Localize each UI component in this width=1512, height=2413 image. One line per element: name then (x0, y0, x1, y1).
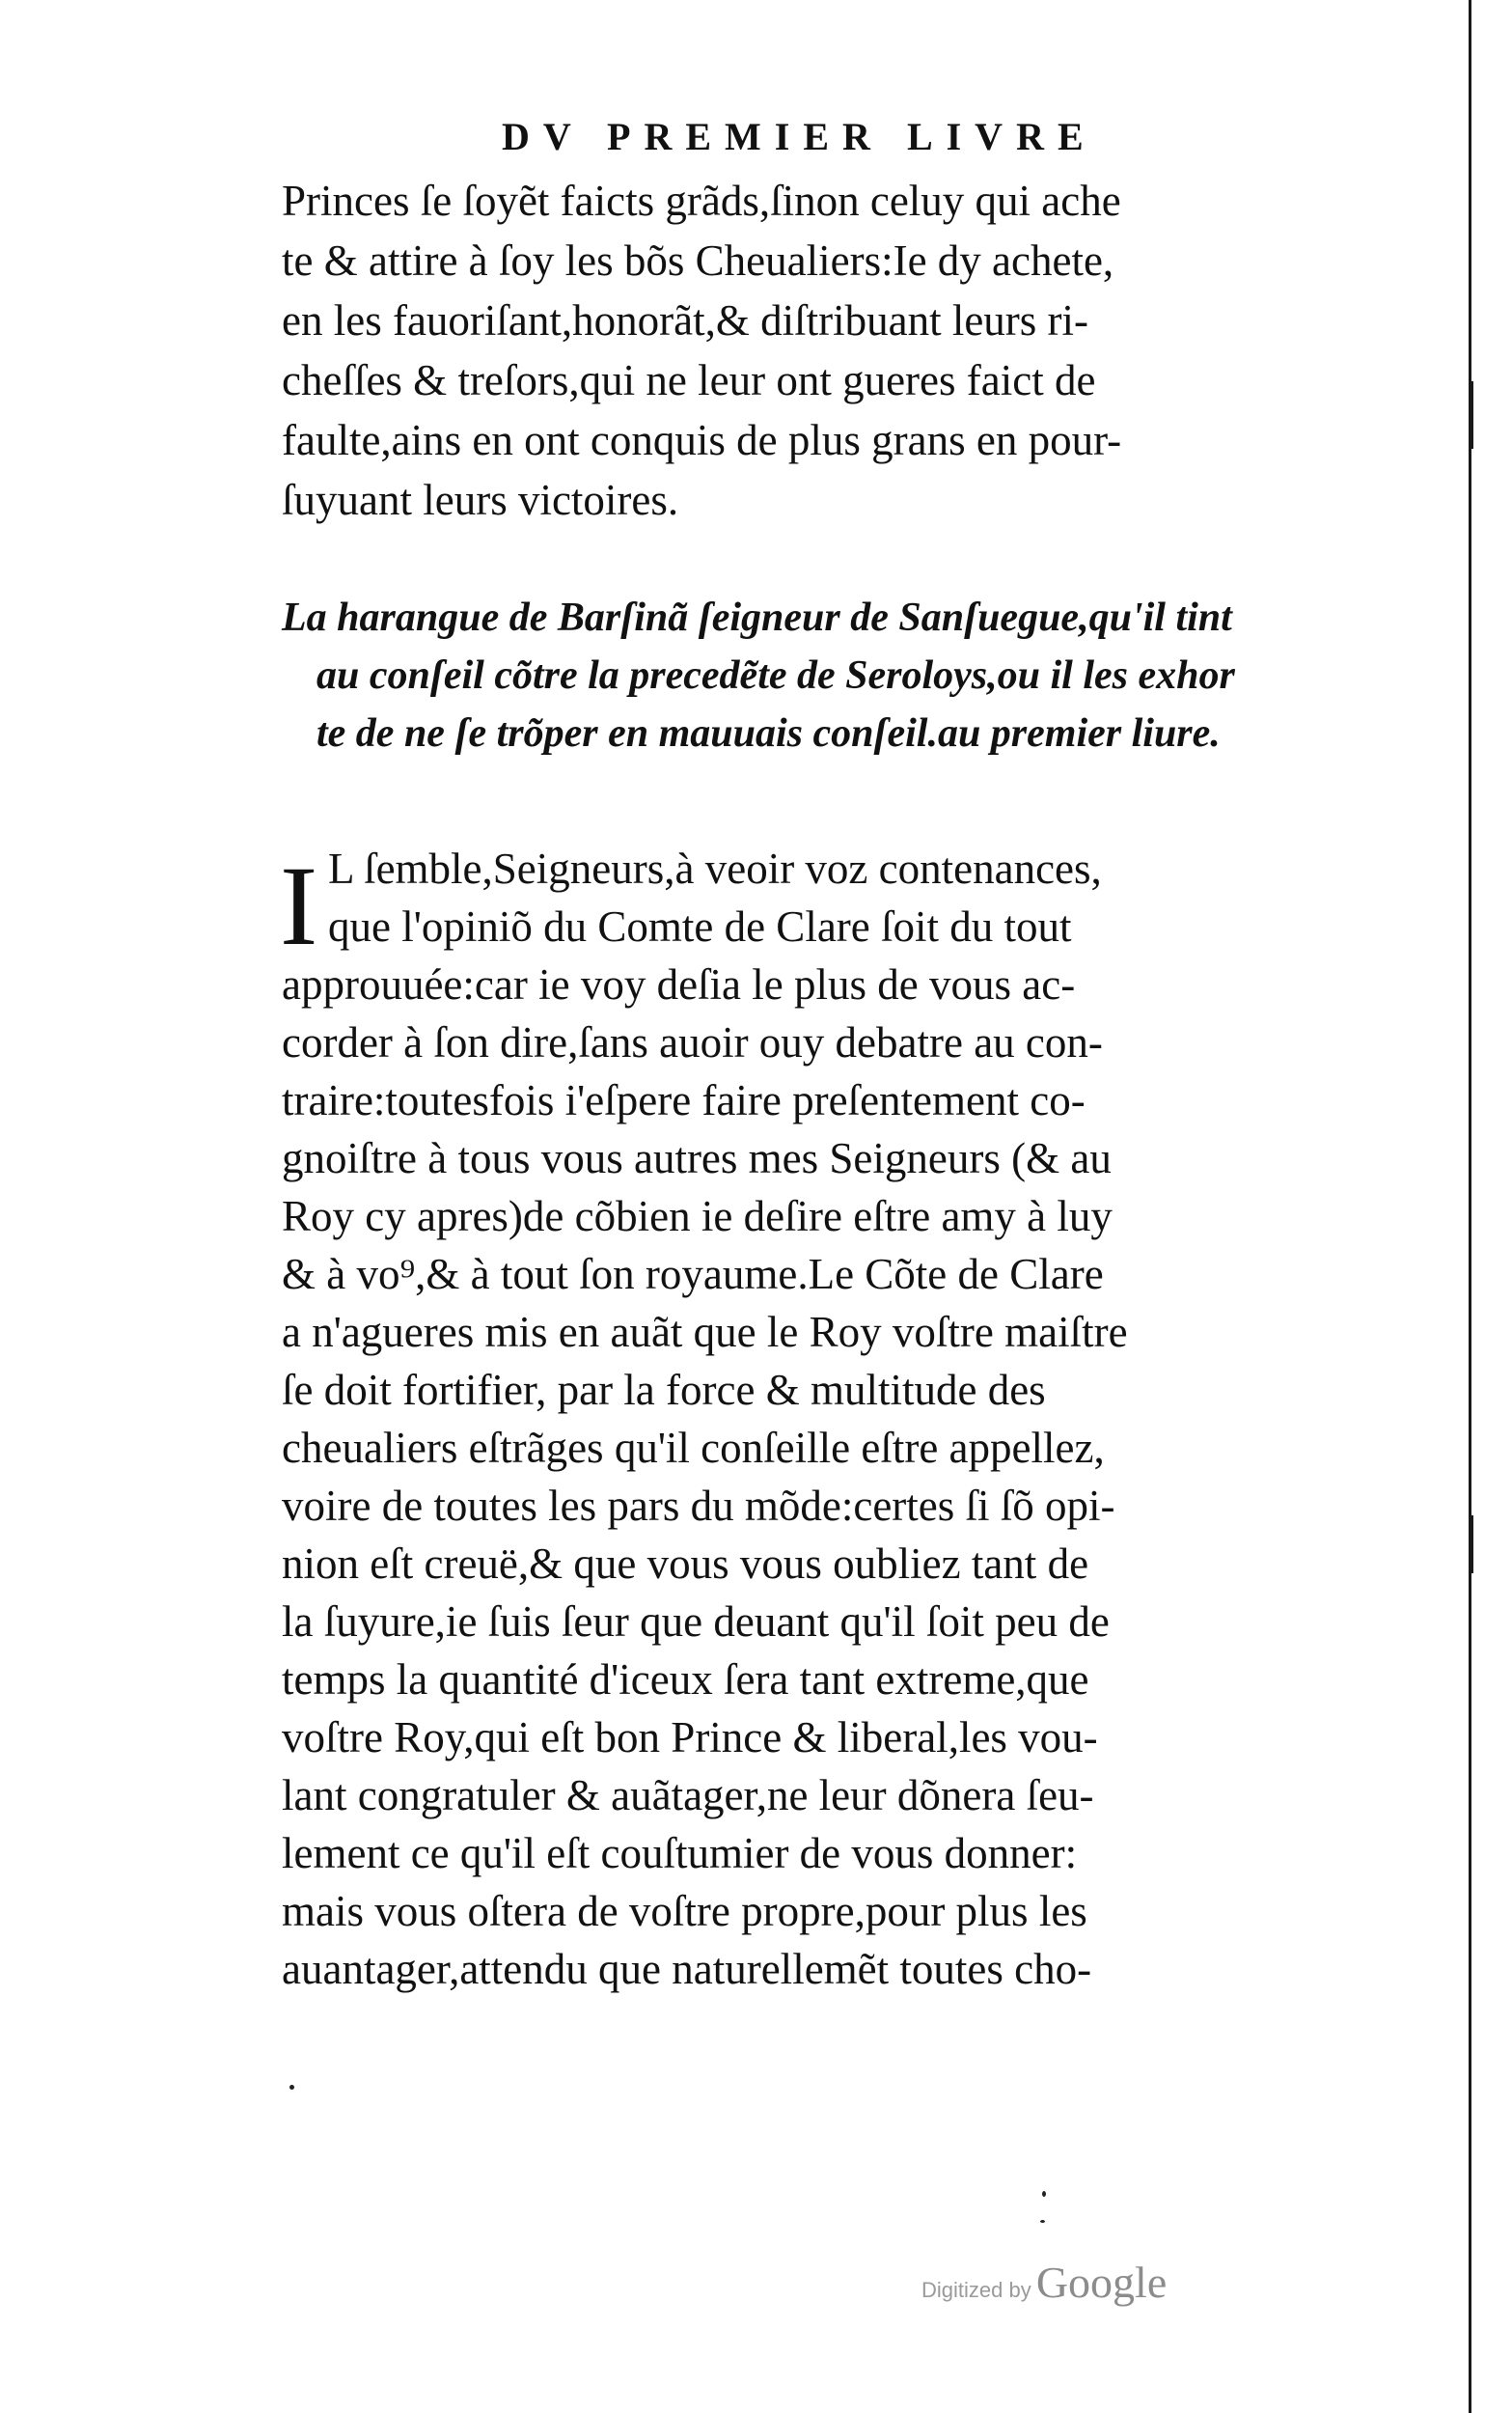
running-head: DV PREMIER LIVRE (502, 115, 1097, 158)
heading-line: La harangue de Barſinã ſeigneur de Sanſuegue,qu'il tint (282, 596, 1232, 640)
text-line: ſe doit fortifier, par la force & multitude des (282, 1366, 1046, 1414)
text-line: auantager,attendu que naturellemẽt toutes cho- (282, 1945, 1092, 1993)
heading-line: te de ne ſe trõper en mauuais conſeil.au premier liure. (316, 711, 1221, 756)
text-line: mais vous oſtera de voſtre propre,pour plus les (282, 1887, 1087, 1935)
text-line: voire de toutes les pars du mõde:certes ſi ſõ opi- (282, 1482, 1115, 1530)
text-line: faulte,ains en ont conquis de plus grans en pour- (282, 416, 1122, 464)
text-line: voſtre Roy,qui eſt bon Prince & liberal,les vou- (282, 1713, 1098, 1761)
text-line: a n'agueres mis en auãt que le Roy voſtre maiſtre (282, 1308, 1128, 1356)
text-line: te & attire à ſoy les bõs Cheualiers:Ie dy achete, (282, 236, 1114, 285)
text-line: traire:toutesfois i'eſpere faire preſentement co- (282, 1076, 1086, 1124)
text-line: lant congratuler & auãtager,ne leur dõnera ſeu- (282, 1771, 1094, 1819)
drop-capital: I (280, 843, 318, 969)
text-line: la ſuyure,ie ſuis ſeur que deuant qu'il ſoit peu de (282, 1597, 1110, 1646)
ink-speck (1040, 2220, 1045, 2223)
text-line: Princes ſe ſoyẽt faicts grãds,ſinon celuy qui ache (282, 177, 1121, 225)
digitization-watermark (921, 2257, 1167, 2308)
text-line: cheſſes & treſors,qui ne leur ont gueres faict de (282, 356, 1096, 404)
text-line: que l'opiniõ du Comte de Clare ſoit du tout (328, 902, 1072, 951)
text-line: L ſemble,Seigneurs,à veoir voz contenances, (328, 845, 1102, 893)
ink-speck (289, 2085, 294, 2090)
text-line: en les fauoriſant,honorãt,& diſtribuant leurs ri- (282, 296, 1089, 345)
digitized-by-label: Digitized by (921, 2278, 1031, 2302)
text-line: lement ce qu'il eſt couſtumier de vous donner: (282, 1829, 1078, 1877)
page-edge-rule (1469, 0, 1471, 2413)
text-line: corder à ſon dire,ſans auoir ouy debatre au con- (282, 1018, 1103, 1067)
text-line: & à vo⁹,& à tout ſon royaume.Le Cõte de Clare (282, 1250, 1104, 1298)
text-line: approuuée:car ie voy deſia le plus de vous ac- (282, 960, 1076, 1009)
text-line: cheualiers eſtrãges qu'il conſeille eſtre appellez, (282, 1424, 1105, 1472)
google-logo: Google (1035, 2258, 1168, 2307)
ink-speck (1042, 2191, 1046, 2197)
text-line: gnoiſtre à tous vous autres mes Seigneurs (& au (282, 1134, 1112, 1182)
text-line: nion eſt creuë,& que vous vous oubliez tant de (282, 1539, 1089, 1588)
heading-line: au conſeil cõtre la precedẽte de Seroloys,ou il les exhor (316, 653, 1235, 698)
text-line: Roy cy apres)de cõbien ie deſire eſtre amy à luy (282, 1192, 1113, 1240)
edge-mark (1469, 1515, 1473, 1573)
text-line: temps la quantité d'iceux ſera tant extreme,que (282, 1655, 1089, 1704)
text-line: ſuyuant leurs victoires. (282, 476, 679, 524)
edge-mark (1469, 381, 1473, 449)
